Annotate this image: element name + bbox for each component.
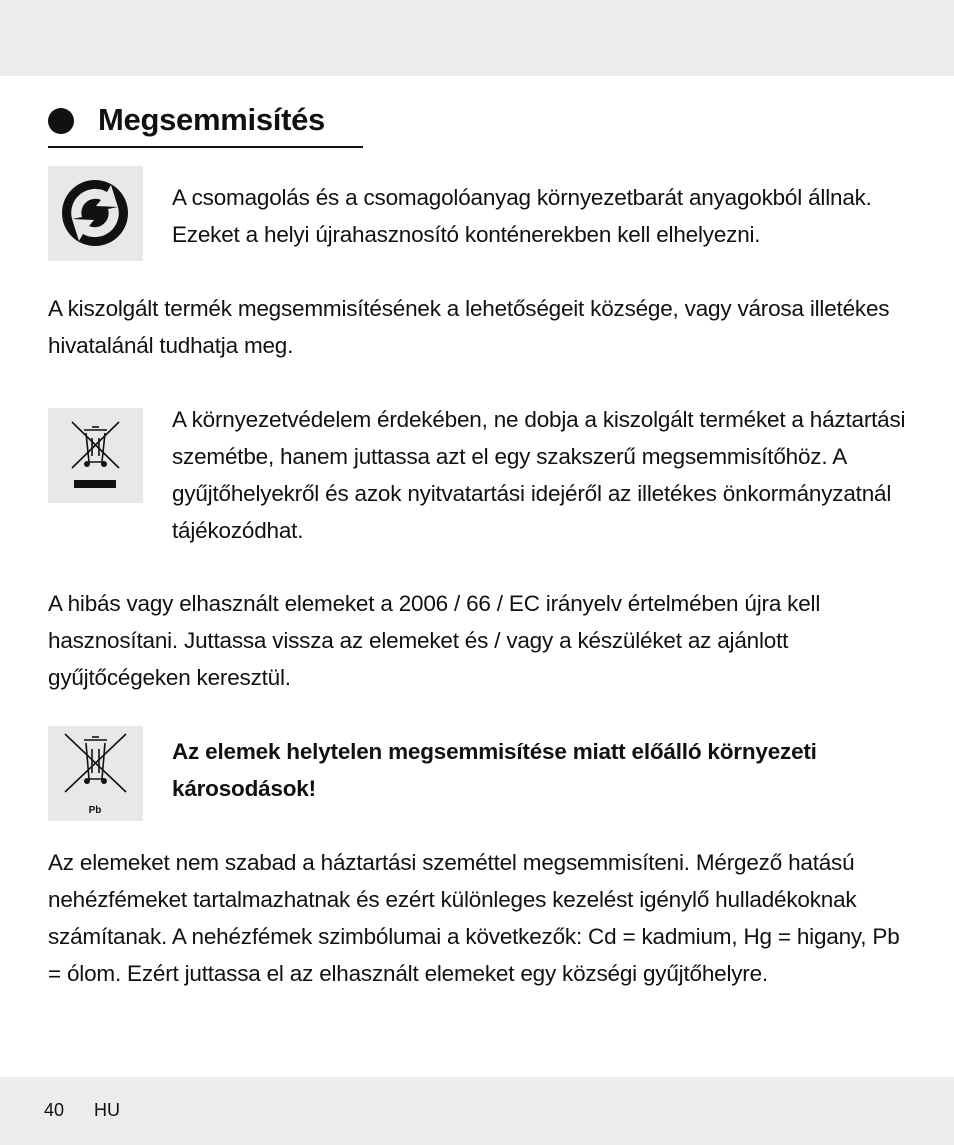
- page-number: 40: [44, 1100, 65, 1120]
- top-band: [0, 0, 954, 76]
- language-code: HU: [94, 1100, 120, 1120]
- battery-directive-text: A hibás vagy elhasznált elemeket a 2006 / 66 / EC irányelv értelmében újra kell hasznosítani. Juttassa vissza az elemeket és / vagy a készüléket az ajánlott gyűjtőcégeken keresztül.: [48, 591, 821, 690]
- heavy-metals-text: Az elemeket nem szabad a háztartási szeméttel megsemmisíteni. Mérgező hatású nehézfémeket tartalmazhatnak és ezért különleges kezelést igénylő hulladékoknak számítanak. A nehézfémek szimbólumai a következők: Cd = kadmium, Hg = higany, Pb = ólom. Ezért juttassa el az elhasznált elemeket egy községi gyűjtőhelyre.: [48, 850, 900, 986]
- packaging-text: A csomagolás és a csomagolóanyag környezetbarát anyagokból állnak. Ezeket a helyi újrahasznosító konténerekben kell elhelyezni.: [172, 185, 872, 247]
- section-heading: [48, 98, 363, 148]
- bottom-band: [0, 1077, 954, 1145]
- pb-label: Pb: [88, 805, 102, 816]
- heading-bullet-icon: [48, 108, 74, 134]
- weee-text: A környezetvédelem érdekében, ne dobja a kiszolgált terméket a háztartási szemétbe, hanem juttassa azt el egy szakszerű megsemmisítőhöz. A gyűjtőhelyekről és azok nyitvatartási idejéről az illetékes önkormányzatnál tájékozódhat.: [172, 407, 906, 543]
- section-title: Megsemmisítés: [98, 102, 325, 137]
- disposal-info-text: A kiszolgált termék megsemmisítésének a lehetőségeit községe, vagy városa illetékes hivatalánál tudhatja meg.: [48, 296, 890, 358]
- crossed-out-bin-pb-icon: [48, 726, 143, 821]
- battery-warning-heading: Az elemek helytelen megsemmisítése miatt előálló környezeti károsodások!: [172, 739, 817, 801]
- green-dot-icon: [48, 166, 143, 261]
- crossed-out-bin-icon: [48, 408, 143, 503]
